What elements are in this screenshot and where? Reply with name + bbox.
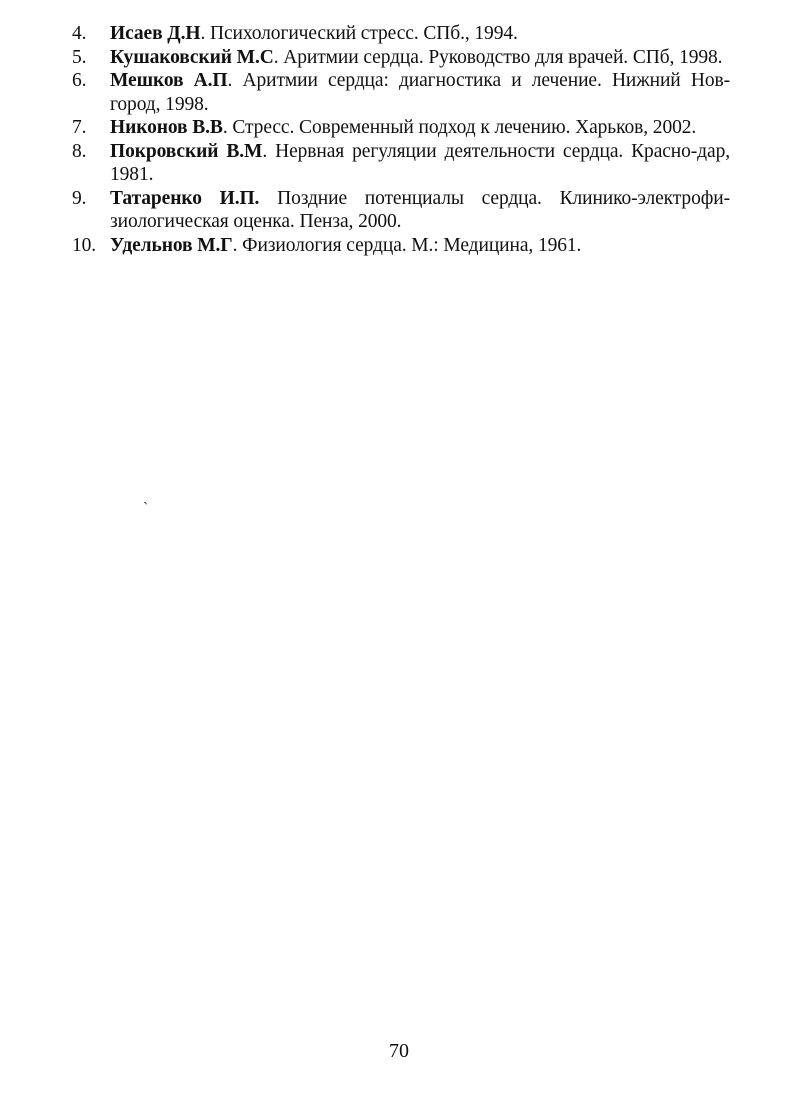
reference-author: Удельнов М.Г xyxy=(110,234,233,256)
reference-number: 8. xyxy=(72,140,87,162)
reference-author: Мешков А.П xyxy=(110,70,228,91)
reference-entry xyxy=(110,116,730,140)
reference-text: . Стресс. Современный подход к лечению. Харьков, 2002. xyxy=(222,117,697,138)
reference-number: 5. xyxy=(72,46,87,68)
reference-author: Исаев Д.Н xyxy=(110,23,201,44)
reference-item xyxy=(72,46,730,70)
reference-text: . Нервная регуляции деятельности сердца. Красно-дар, 1981. xyxy=(110,140,730,185)
reference-text: . Аритмии сердца. Руководство для врачей. СПб, 1998. xyxy=(273,46,723,68)
reference-author: Никонов В.В xyxy=(110,117,223,138)
reference-number: 7. xyxy=(72,117,87,138)
reference-entry xyxy=(110,140,730,187)
reference-number: 9. xyxy=(72,187,87,209)
reference-entry xyxy=(110,234,730,258)
reference-number: 6. xyxy=(72,70,87,91)
reference-item xyxy=(72,22,730,46)
reference-item xyxy=(72,234,730,258)
reference-list xyxy=(72,22,730,257)
reference-author: Татаренко И.П. xyxy=(110,187,260,209)
reference-text: Поздние потенциалы сердца. Клинико-электрофи-зиологическая оценка. Пенза, 2000. xyxy=(110,187,731,232)
reference-entry xyxy=(110,46,730,70)
stray-mark: ` xyxy=(143,500,149,517)
reference-item xyxy=(72,69,730,116)
reference-entry xyxy=(110,22,730,46)
reference-text: . Физиология сердца. М.: Медицина, 1961. xyxy=(232,234,582,256)
reference-text: . Психологический стресс. СПб., 1994. xyxy=(200,23,518,44)
reference-item xyxy=(72,116,730,140)
reference-entry xyxy=(110,69,730,116)
reference-text: . Аритмии сердца: диагностика и лечение. Нижний Нов-город, 1998. xyxy=(110,70,730,115)
reference-author: Покровский В.М xyxy=(110,140,263,162)
reference-number: 4. xyxy=(72,23,87,44)
reference-item xyxy=(72,140,730,187)
reference-number: 10. xyxy=(72,234,97,256)
reference-entry xyxy=(110,187,730,234)
reference-author: Кушаковский М.С xyxy=(110,46,274,68)
reference-item xyxy=(72,187,730,234)
page-number: 70 xyxy=(389,1040,409,1062)
